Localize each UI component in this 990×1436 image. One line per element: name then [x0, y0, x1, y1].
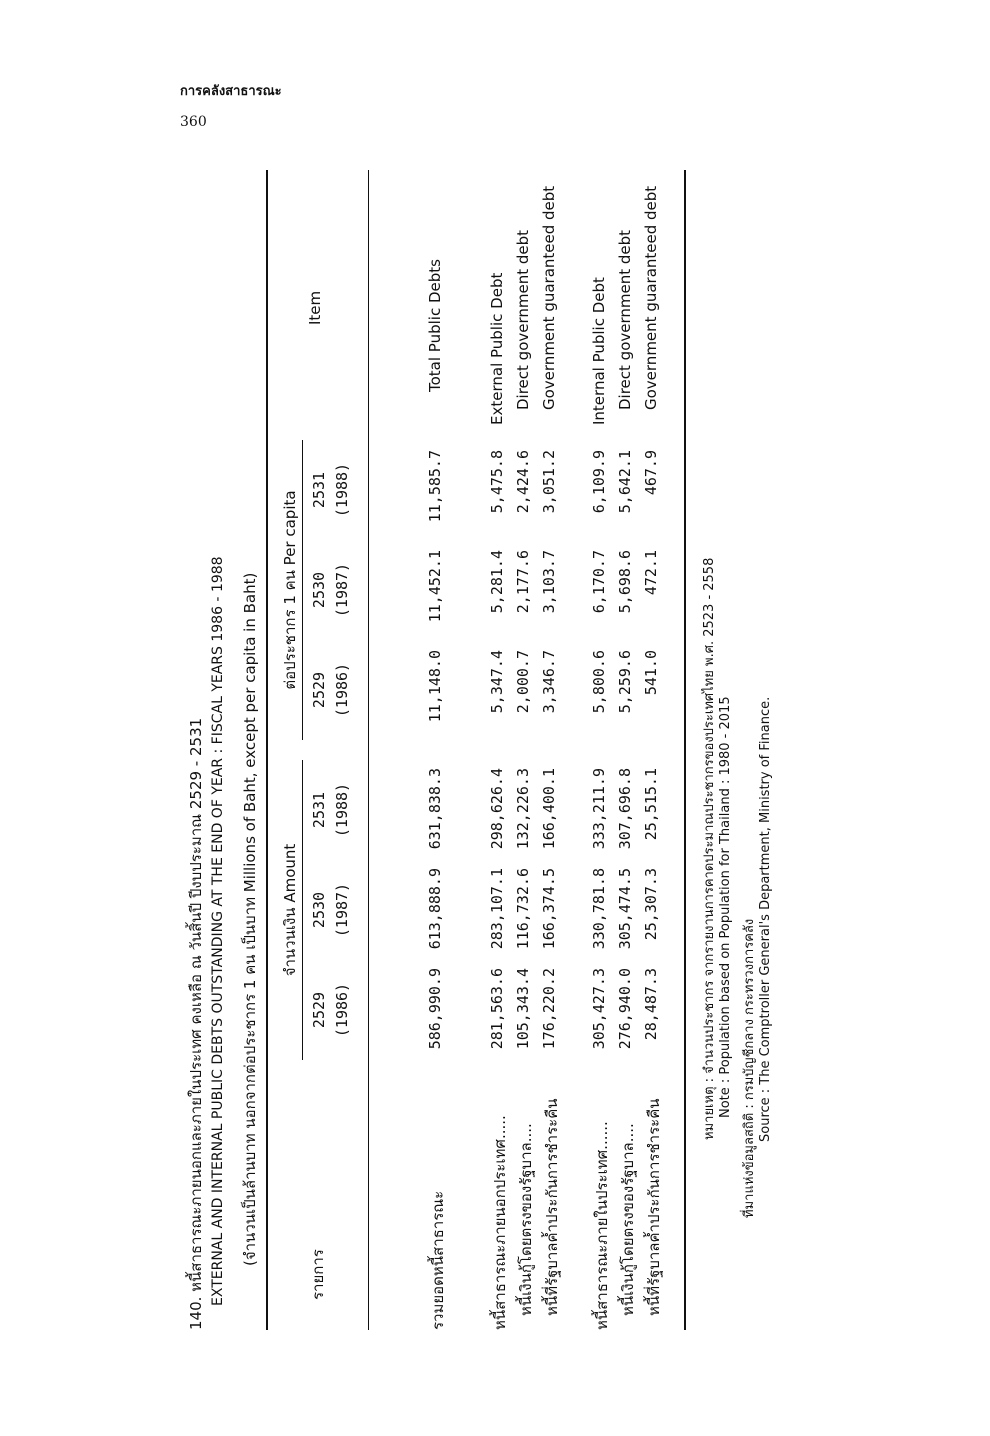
per-capita-value: 5,698.6	[616, 550, 634, 614]
per-capita-value: 6,109.9	[590, 450, 608, 514]
row-label-thai: หนี้เงินกู้โดยตรงของรัฐบาล....	[619, 1123, 637, 1316]
per-capita-value: 11,452.1	[426, 550, 444, 623]
item-header-english: Item	[306, 290, 324, 325]
row-label-english: Direct government debt	[514, 229, 532, 410]
per-capita-value: 5,800.6	[590, 650, 608, 714]
amount-year-2530: 2530 (1987)	[310, 882, 352, 938]
per-capita-header-rule	[302, 440, 303, 740]
amount-value: 105,343.4	[514, 968, 532, 1050]
row-label-english: Government guaranteed debt	[540, 185, 558, 410]
per-capita-value: 5,347.4	[488, 650, 506, 714]
row-label-thai: หนี้สาธารณะภายนอกประเทศ.....	[491, 1115, 509, 1330]
amount-value: 333,211.9	[590, 768, 608, 850]
table-top-rule	[266, 170, 268, 1330]
per-capita-value: 2,424.6	[514, 450, 532, 514]
amount-value: 166,400.1	[540, 768, 558, 850]
amount-value: 613,888.9	[426, 868, 444, 950]
row-label-thai: หนี้ที่รัฐบาลค้ำประกันการชำระคืน	[543, 1098, 561, 1316]
row-label-thai: หนี้ที่รัฐบาลค้ำประกันการชำระคืน	[645, 1098, 663, 1316]
footnote-thai: หมายเหตุ : จำนวนประชากร จากรายงานการคาดประมาณประชากรของประเทศไทย พ.ศ. 2523 - 2558	[702, 557, 717, 1140]
item-header-thai: รายการ	[309, 1249, 327, 1300]
amount-value: 631,838.3	[426, 768, 444, 850]
per-capita-value: 3,346.7	[540, 650, 558, 714]
table-unit-note: (จำนวนเป็นล้านบาท นอกจากต่อประชากร 1 คน เป็นบาท Millions of Baht, except per capita in Baht)	[241, 572, 259, 1266]
amount-value: 116,732.6	[514, 868, 532, 950]
amount-value: 283,107.1	[488, 868, 506, 950]
amount-value: 305,427.3	[590, 968, 608, 1050]
amount-header-rule	[302, 760, 303, 1060]
amount-value: 281,563.6	[488, 968, 506, 1050]
amount-header: จำนวนเงิน Amount	[281, 843, 299, 977]
row-label-english: Government guaranteed debt	[642, 185, 660, 410]
row-label-english: Internal Public Debt	[590, 277, 608, 425]
per-capita-year-2529: 2529 (1986)	[310, 662, 352, 718]
per-capita-value: 5,259.6	[616, 650, 634, 714]
row-label-english: Direct government debt	[616, 229, 634, 410]
per-capita-value: 467.9	[642, 450, 660, 496]
per-capita-value: 3,051.2	[540, 450, 558, 514]
per-capita-value: 6,170.7	[590, 550, 608, 614]
amount-value: 25,307.3	[642, 868, 660, 941]
table-title-thai: 140. หนี้สาธารณะภายนอกและภายในประเทศ คงเหลือ ณ วันสิ้นปี ปีงบประมาณ 2529 - 2531	[187, 717, 205, 1330]
amount-value: 166,374.5	[540, 868, 558, 950]
page-header-title: การคลังสาธารณะ	[180, 84, 282, 99]
amount-value: 307,696.8	[616, 768, 634, 850]
per-capita-value: 5,281.4	[488, 550, 506, 614]
per-capita-value: 5,642.1	[616, 450, 634, 514]
amount-value: 586,990.9	[426, 968, 444, 1050]
amount-value: 298,626.4	[488, 768, 506, 850]
footnote-english: Note : Population based on Population for Thailand : 1980 - 2015	[718, 696, 733, 1118]
amount-value: 25,515.1	[642, 768, 660, 841]
amount-value: 330,781.8	[590, 868, 608, 950]
per-capita-value: 541.0	[642, 650, 660, 696]
table-title-english: EXTERNAL AND INTERNAL PUBLIC DEBTS OUTSTANDING AT THE END OF YEAR : FISCAL YEARS 1986 - 1988	[210, 556, 226, 1306]
amount-year-2529: 2529 (1986)	[310, 982, 352, 1038]
per-capita-value: 5,475.8	[488, 450, 506, 514]
per-capita-value: 3,103.7	[540, 550, 558, 614]
amount-value: 276,940.0	[616, 968, 634, 1050]
per-capita-value: 11,585.7	[426, 450, 444, 523]
per-capita-year-2531: 2531 (1988)	[310, 462, 352, 518]
table-header-rule	[368, 170, 369, 1330]
per-capita-value: 2,000.7	[514, 650, 532, 714]
amount-value: 176,220.2	[540, 968, 558, 1050]
row-label-english: Total Public Debts	[426, 259, 444, 392]
per-capita-year-2530: 2530 (1987)	[310, 562, 352, 618]
row-label-thai: รวมยอดหนี้สาธารณะ	[429, 1190, 447, 1330]
per-capita-value: 2,177.6	[514, 550, 532, 614]
per-capita-value: 11,148.0	[426, 650, 444, 723]
rotated-table-page	[178, 50, 773, 1330]
page-number: 360	[180, 114, 207, 130]
row-label-english: External Public Debt	[488, 272, 506, 425]
source-english: Source : The Comptroller General's Department, Ministry of Finance.	[758, 696, 773, 1142]
amount-year-2531: 2531 (1988)	[310, 782, 352, 838]
row-label-thai: หนี้เงินกู้โดยตรงของรัฐบาล....	[517, 1123, 535, 1316]
per-capita-value: 472.1	[642, 550, 660, 596]
table-bottom-rule	[684, 170, 686, 1330]
per-capita-header: ต่อประชากร 1 คน Per capita	[281, 490, 299, 690]
amount-value: 305,474.5	[616, 868, 634, 950]
source-thai: ที่มาแห่งข้อมูลสถิติ : กรมบัญชีกลาง กระทรวงการคลัง	[742, 918, 757, 1218]
amount-value: 132,226.3	[514, 768, 532, 850]
row-label-thai: หนี้สาธารณะภายในประเทศ......	[593, 1121, 611, 1330]
amount-value: 28,487.3	[642, 968, 660, 1041]
